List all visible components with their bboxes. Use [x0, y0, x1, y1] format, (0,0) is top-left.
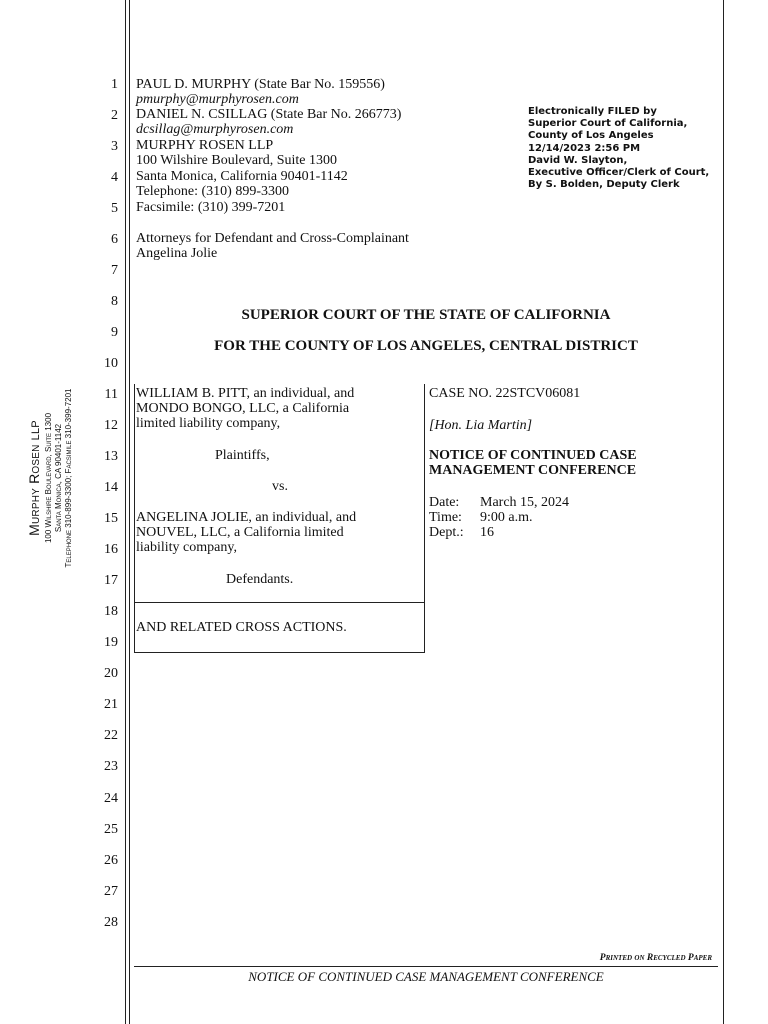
line-number: 1	[111, 77, 118, 92]
parties-box-divider	[134, 602, 425, 603]
attorneys-for-line-1: Attorneys for Defendant and Cross-Complainant	[136, 231, 409, 246]
line-number: 28	[104, 914, 118, 930]
hearing-date-label: Date:	[429, 495, 460, 510]
line-number: 20	[104, 666, 118, 682]
firm-telephone: Telephone: (310) 899-3300	[136, 184, 289, 199]
judge-name: [Hon. Lia Martin]	[429, 418, 533, 433]
footer-rule	[134, 966, 718, 967]
hearing-dept-value: 16	[480, 525, 494, 540]
related-actions: AND RELATED CROSS ACTIONS.	[136, 620, 347, 635]
plaintiffs-line-3: limited liability company,	[136, 416, 281, 431]
line-number: 4	[111, 170, 118, 186]
line-number: 15	[104, 511, 118, 527]
sidebar-address-1: 100 Wilshire Boulevard, Suite 1300	[44, 412, 53, 544]
firm-name: MURPHY ROSEN LLP	[136, 138, 274, 153]
filing-stamp-line: Electronically FILED by	[528, 106, 657, 117]
line-number: 5	[111, 201, 118, 217]
document-title-line-2: MANAGEMENT CONFERENCE	[429, 463, 637, 478]
filing-stamp	[528, 106, 709, 191]
sidebar-firm-main: Murphy Rosen	[26, 444, 42, 536]
line-number: 26	[104, 852, 118, 868]
line-number: 12	[104, 418, 118, 434]
line-number: 27	[104, 883, 118, 899]
defendants-label: Defendants.	[226, 572, 294, 587]
firm-facsimile: Facsimile: (310) 399-7201	[136, 200, 286, 215]
court-caption-line-2: FOR THE COUNTY OF LOS ANGELES, CENTRAL DISTRICT	[214, 338, 638, 354]
sidebar-firm-suffix: LLP	[30, 420, 42, 441]
attorney-email-2: dcsillag@murphyrosen.com	[136, 122, 294, 137]
printed-on-recycled-paper: Printed on Recycled Paper	[599, 953, 712, 963]
line-number: 7	[111, 263, 118, 279]
court-caption-line-1: SUPERIOR COURT OF THE STATE OF CALIFORNIA	[241, 307, 611, 323]
filing-stamp-line: 12/14/2023 2:56 PM	[528, 142, 641, 154]
case-number: CASE NO. 22STCV06081	[429, 386, 581, 401]
left-margin-rule-outer	[125, 0, 126, 1024]
footer-document-title: NOTICE OF CONTINUED CASE MANAGEMENT CONFERENCE	[248, 969, 604, 984]
document-title-line-1: NOTICE OF CONTINUED CASE	[429, 448, 637, 463]
hearing-time-label: Time:	[429, 510, 462, 525]
line-number: 25	[104, 821, 118, 837]
line-number: 2	[111, 108, 118, 123]
sidebar-firm-name	[26, 358, 44, 598]
line-number: 24	[104, 790, 118, 806]
hearing-time-value: 9:00 a.m.	[480, 510, 533, 525]
line-number: 14	[104, 480, 118, 496]
filing-stamp-line: David W. Slayton,	[528, 154, 628, 166]
line-number: 21	[104, 697, 118, 713]
defendants-line-2: NOUVEL, LLC, a California limited	[136, 525, 344, 540]
hearing-dept-label: Dept.:	[429, 525, 464, 540]
line-number: 19	[104, 635, 118, 651]
line-number: 6	[111, 232, 118, 248]
sidebar-address-2: Santa Monica, CA 90401-1142	[54, 423, 63, 533]
plaintiffs-line-1: WILLIAM B. PITT, an individual, and	[136, 386, 355, 401]
filing-stamp-line: By S. Bolden, Deputy Clerk	[528, 179, 680, 191]
line-number: 8	[111, 294, 118, 310]
line-number: 10	[104, 356, 118, 372]
attorney-name-2: DANIEL N. CSILLAG (State Bar No. 266773)	[136, 107, 402, 122]
defendants-line-1: ANGELINA JOLIE, an individual, and	[136, 510, 357, 525]
firm-address-1: 100 Wilshire Boulevard, Suite 1300	[136, 153, 337, 168]
parties-box-right-rule	[424, 384, 425, 653]
line-number: 23	[104, 759, 118, 775]
plaintiffs-line-2: MONDO BONGO, LLC, a California	[136, 401, 350, 416]
sidebar-phone-fax: Telephone 310-899-3300; Facsimile 310-399-7201	[64, 388, 73, 568]
filing-stamp-line: Executive Officer/Clerk of Court,	[528, 167, 710, 179]
line-number: 18	[104, 604, 118, 620]
attorney-name-1: PAUL D. MURPHY (State Bar No. 159556)	[136, 77, 385, 92]
line-number: 22	[104, 728, 118, 744]
line-number: 3	[111, 139, 118, 154]
line-number: 13	[104, 449, 118, 465]
line-number: 11	[104, 387, 118, 403]
parties-box-bottom-rule	[134, 652, 425, 653]
filing-stamp-line: Superior Court of California,	[528, 118, 688, 130]
attorney-email-1: pmurphy@murphyrosen.com	[136, 92, 299, 107]
line-number: 9	[111, 325, 118, 341]
defendants-line-3: liability company,	[136, 540, 237, 555]
line-number: 17	[104, 573, 118, 589]
firm-address-2: Santa Monica, California 90401-1142	[136, 169, 348, 184]
hearing-date-value: March 15, 2024	[480, 495, 570, 510]
filing-stamp-line: County of Los Angeles	[528, 130, 654, 142]
left-margin-rule-inner	[129, 0, 130, 1024]
attorneys-for-line-2: Angelina Jolie	[136, 246, 218, 261]
line-number: 16	[104, 542, 118, 558]
parties-box-left-rule	[134, 384, 135, 653]
right-margin-rule	[723, 0, 724, 1024]
versus-label: vs.	[272, 479, 288, 494]
plaintiffs-label: Plaintiffs,	[215, 448, 270, 463]
